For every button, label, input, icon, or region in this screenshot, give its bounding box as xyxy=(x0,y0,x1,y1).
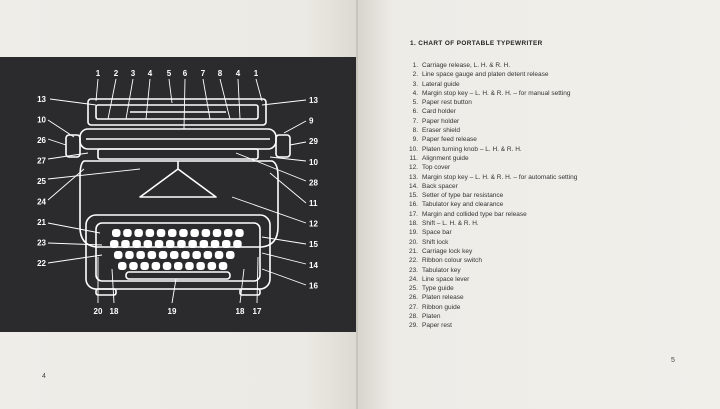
typewriter-key xyxy=(213,229,222,237)
part-item xyxy=(398,266,698,275)
part-item xyxy=(398,210,698,219)
part-item xyxy=(398,182,698,191)
part-number: 29. xyxy=(408,322,418,330)
part-number: 14. xyxy=(408,182,418,190)
part-name: Margin stop key – L. H. & R. H. – for manual setting xyxy=(422,89,571,97)
callout-label: 16 xyxy=(309,281,318,291)
callout-label: 4 xyxy=(235,69,241,78)
part-name: Shift lock xyxy=(422,238,449,246)
part-name: Carriage release, L. H. & R. H. xyxy=(422,62,511,69)
part-item xyxy=(398,228,698,237)
part-item xyxy=(398,107,698,116)
typewriter-key xyxy=(211,240,220,248)
part-number: 17. xyxy=(408,210,418,218)
callout-label: 11 xyxy=(309,199,318,208)
callout-label: 8 xyxy=(217,69,223,78)
part-name: Margin stop key – L. H. & R. H. – for automatic setting xyxy=(422,173,578,181)
typewriter-key xyxy=(110,240,119,248)
part-item xyxy=(398,238,698,247)
callout-label: 13 xyxy=(309,96,318,105)
part-number: 16. xyxy=(408,201,418,209)
typewriter-key xyxy=(123,229,132,237)
callout-label: 20 xyxy=(93,307,103,316)
part-number: 18. xyxy=(408,220,418,228)
part-number: 5. xyxy=(412,99,418,107)
part-name: Tabulator key and clearance xyxy=(422,201,504,209)
typewriter-key xyxy=(190,229,199,237)
typewriter-key xyxy=(215,251,224,259)
callout-label: 2 xyxy=(113,69,119,78)
part-number: 22. xyxy=(408,257,418,265)
part-number: 1. xyxy=(412,62,418,69)
callout-label: 23 xyxy=(37,238,46,248)
part-name: Line space lever xyxy=(422,275,470,283)
typewriter-key xyxy=(200,240,209,248)
part-number: 28. xyxy=(408,313,418,321)
callout-label: 29 xyxy=(309,137,318,147)
chart-title: 1. CHART OF PORTABLE TYPEWRITER xyxy=(410,40,543,47)
page-number-left: 4 xyxy=(42,373,46,380)
callout-label: 13 xyxy=(37,95,46,104)
part-item xyxy=(398,145,698,154)
callout-label: 10 xyxy=(37,115,46,125)
typewriter-key xyxy=(204,251,213,259)
part-name: Margin and collided type bar release xyxy=(422,210,527,218)
typewriter-key xyxy=(196,262,205,270)
part-item xyxy=(398,303,698,312)
part-item xyxy=(398,98,698,107)
part-item xyxy=(398,191,698,200)
typewriter-key xyxy=(188,240,197,248)
part-name: Ribbon colour switch xyxy=(422,257,482,265)
typewriter-key xyxy=(170,251,179,259)
callout-label: 4 xyxy=(147,69,153,78)
part-item xyxy=(398,312,698,321)
callout-label: 27 xyxy=(37,156,46,166)
part-name: Tabulator key xyxy=(422,266,461,274)
callout-label: 6 xyxy=(182,69,188,78)
part-name: Carriage lock key xyxy=(422,247,473,255)
typewriter-key xyxy=(202,229,211,237)
part-name: Line space gauge and platen detent release xyxy=(422,71,549,79)
part-name: Platen turning knob – L. H. & R. H. xyxy=(422,145,522,153)
callout-label: 9 xyxy=(309,116,314,126)
part-number: 15. xyxy=(408,192,418,200)
part-number: 11. xyxy=(409,154,418,162)
part-item xyxy=(398,256,698,265)
typewriter-key xyxy=(233,240,242,248)
left-page xyxy=(0,0,358,409)
part-name: Paper rest button xyxy=(422,99,472,107)
part-name: Paper rest xyxy=(422,322,452,330)
typewriter-key xyxy=(168,229,177,237)
typewriter-key xyxy=(163,262,172,270)
typewriter-key xyxy=(181,251,190,259)
typewriter-key xyxy=(222,240,231,248)
typewriter-key xyxy=(224,229,233,237)
part-item xyxy=(398,89,698,98)
callout-label: 19 xyxy=(167,307,177,316)
part-name: Platen xyxy=(422,313,441,321)
typewriter-key xyxy=(192,251,201,259)
part-name: Shift – L. H. & R. H. xyxy=(422,220,479,228)
part-item xyxy=(398,247,698,256)
part-number: 6. xyxy=(412,108,418,116)
part-item xyxy=(398,219,698,228)
part-number: 27. xyxy=(408,303,418,311)
typewriter-key xyxy=(152,262,161,270)
part-number: 20. xyxy=(408,238,418,246)
typewriter-key xyxy=(159,251,168,259)
typewriter-key xyxy=(226,251,235,259)
part-item xyxy=(398,284,698,293)
parts-list xyxy=(398,61,698,331)
part-item xyxy=(398,61,698,70)
part-number: 7. xyxy=(412,117,418,125)
part-name: Card holder xyxy=(422,108,456,116)
part-item xyxy=(398,163,698,172)
part-number: 3. xyxy=(412,80,418,88)
typewriter-key xyxy=(235,229,244,237)
typewriter-key xyxy=(129,262,138,270)
part-item xyxy=(398,117,698,126)
part-name: Ribbon guide xyxy=(422,303,461,311)
typewriter-key xyxy=(140,262,149,270)
typewriter-key xyxy=(112,229,121,237)
callout-label: 14 xyxy=(309,260,318,270)
part-name: Back spacer xyxy=(422,182,458,190)
typewriter-key xyxy=(155,240,164,248)
typewriter-illustration xyxy=(0,57,357,332)
typewriter-key xyxy=(174,262,183,270)
typewriter-key xyxy=(144,240,153,248)
typewriter-key xyxy=(121,240,130,248)
part-number: 9. xyxy=(412,136,418,144)
part-name: Paper feed release xyxy=(422,136,477,144)
part-name: Lateral guide xyxy=(422,80,460,88)
part-item xyxy=(398,173,698,182)
part-name: Platen release xyxy=(422,294,464,302)
part-item xyxy=(398,154,698,163)
part-number: 21. xyxy=(408,247,418,255)
typewriter-key xyxy=(157,229,166,237)
part-number: 4. xyxy=(412,89,418,97)
part-number: 19. xyxy=(408,229,418,237)
typewriter-key xyxy=(185,262,194,270)
callout-label: 7 xyxy=(200,69,206,78)
part-item xyxy=(398,275,698,284)
callout-label: 18 xyxy=(235,307,245,316)
part-name: Space bar xyxy=(422,229,452,237)
part-item xyxy=(398,70,698,79)
callout-label: 28 xyxy=(309,178,318,188)
callout-label: 17 xyxy=(252,307,262,316)
callout-label: 22 xyxy=(37,259,46,268)
part-name: Setter of type bar resistance xyxy=(422,192,504,200)
typewriter-key xyxy=(118,262,127,270)
part-name: Alignment guide xyxy=(422,154,469,162)
part-number: 23. xyxy=(408,266,418,274)
typewriter-key xyxy=(177,240,186,248)
typewriter-key xyxy=(132,240,141,248)
typewriter-key xyxy=(219,262,228,270)
part-number: 8. xyxy=(412,127,418,135)
part-item xyxy=(398,126,698,135)
part-number: 24. xyxy=(408,275,418,283)
typewriter-key xyxy=(179,229,188,237)
callout-label: 24 xyxy=(37,197,46,207)
page-number-right: 5 xyxy=(671,357,675,364)
part-number: 10. xyxy=(408,145,418,153)
part-name: Paper holder xyxy=(422,117,460,125)
typewriter-key xyxy=(166,240,175,248)
typewriter-key xyxy=(134,229,143,237)
part-item xyxy=(398,80,698,89)
part-name: Eraser shield xyxy=(422,127,460,135)
callout-label: 21 xyxy=(37,218,46,227)
typewriter-key xyxy=(125,251,134,259)
callout-label: 26 xyxy=(37,136,46,145)
callout-label: 25 xyxy=(37,177,46,186)
part-number: 26. xyxy=(408,294,418,302)
typewriter-key xyxy=(208,262,217,270)
part-number: 13. xyxy=(408,173,418,181)
callout-label: 12 xyxy=(309,219,318,229)
callout-label: 1 xyxy=(95,69,101,78)
part-number: 25. xyxy=(408,285,418,293)
callout-label: 1 xyxy=(253,69,259,78)
typewriter-key xyxy=(146,229,155,237)
typewriter-key xyxy=(114,251,123,259)
part-number: 2. xyxy=(412,71,418,79)
part-name: Top cover xyxy=(422,164,451,172)
callout-label: 5 xyxy=(166,69,172,78)
typewriter-key xyxy=(136,251,145,259)
part-item xyxy=(398,293,698,302)
callout-label: 10 xyxy=(309,157,318,167)
part-number: 12. xyxy=(408,164,418,172)
part-item xyxy=(398,135,698,144)
part-name: Type guide xyxy=(422,285,454,293)
typewriter-key xyxy=(148,251,157,259)
callout-label: 15 xyxy=(309,240,318,250)
part-item xyxy=(398,321,698,330)
part-item xyxy=(398,200,698,209)
typewriter-diagram xyxy=(0,57,357,332)
callout-label: 18 xyxy=(109,307,119,316)
callout-label: 3 xyxy=(130,69,136,78)
